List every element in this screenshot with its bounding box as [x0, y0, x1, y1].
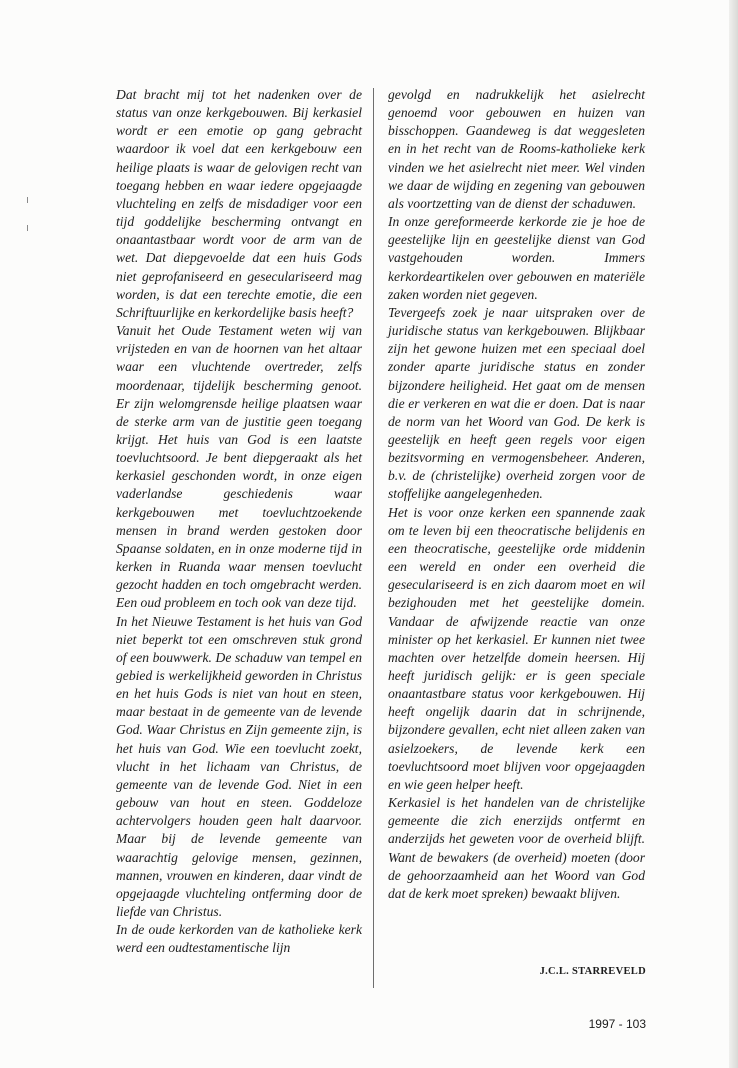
- paragraph: Het is voor onze kerken een spannende zaak om te leven bij een theocratische belijdenis en een theocratische, geestelijke orde middenin een wereld en onder een overheid die geseculariseerd is en zich daarom moet en wil bezighouden met het geestelijke domein. Vandaar de afwijzende reactie van onze minister op het kerkasiel. Er kunnen niet twee machten over hetzelfde domein heersen. Hij heeft juridisch gelijk: er is geen speciale onaantastbare status voor kerkgebouwen. Hij heeft ongelijk daarin dat in schrijnende, bijzondere gevallen, echt niet alleen zaken van asielzoekers, de levende kerk een toevluchtsoord moet blijven voor opgejaagden en wie geen helper heeft.: [388, 504, 645, 792]
- paragraph: gevolgd en nadrukkelijk het asielrecht genoemd voor gebouwen en huizen van bisschoppen. Gaandeweg is dat weggesleten en in het recht van de Rooms-katholieke kerk vinden we het asielrecht niet meer. Wel vinden we daar de wijding en zegening van gebouwen als voortzetting van de dienst der schaduwen.: [388, 87, 645, 211]
- margin-mark: [27, 225, 28, 231]
- left-column: [116, 86, 362, 958]
- margin-mark: [27, 197, 28, 203]
- paragraph: Tevergeefs zoek je naar uitspraken over de juridische status van kerkgebouwen. Blijkbaar zijn het gewone huizen met een speciaal doel zonder aparte juridische status en zonder bijzondere heiligheid. Het gaat om de mensen die er verkeren en wat die er doen. Dat is naar de norm van het Woord van God. De kerk is geestelijk en heeft geen regels voor eigen bezitsvorming en vermogensbeheer. Anderen, b.v. de (christelijke) overheid zorgen voor de stoffelijke aangelegenheden.: [388, 304, 645, 502]
- paragraph: Dat bracht mij tot het nadenken over de status van onze kerkgebouwen. Bij kerkasiel wordt er een emotie op gang gebracht waardoor ik voel dat een kerkgebouw een heilige plaats is waar de gelovigen recht van toegang hebben en waar iedere opgejaagde vluchteling en zelfs de misdadiger voor een tijd goddelijke bescherming ontvangt en onaantastbaar wordt voor de arm van de wet. Dat diepgevoelde dat een huis Gods niet geprofaniseerd en geseculariseerd mag worden, is dat een terechte emotie, die een Schriftuurlijke en kerkordelijke basis heeft?: [116, 87, 362, 320]
- paragraph: In de oude kerkorden van de katholieke kerk werd een oudtestamentische lijn: [116, 922, 362, 956]
- column-divider: [373, 88, 374, 988]
- paragraph: In onze gereformeerde kerkorde zie je hoe de geestelijke lijn en geestelijke dienst van God vastgehouden worden. Immers kerkordeartikelen over gebouwen en materiële zaken worden niet gegeven.: [388, 214, 645, 302]
- right-column: [388, 86, 645, 903]
- paragraph: In het Nieuwe Testament is het huis van God niet beperkt tot een omschreven stuk grond of een bouwwerk. De schaduw van tempel en gebied is werkelijkheid geworden in Christus en het huis Gods is niet van hout en steen, maar bestaat in de gemeente van de levende God. Waar Christus en Zijn gemeente zijn, is het huis van God. Wie een toevlucht zoekt, vlucht in het lichaam van Christus, de gemeente van de levende God. Niet in een gebouw van hout en steen. Goddeloze achtervolgers houden geen halt daarvoor. Maar bij de levende gemeente van waarachtig gelovige mensen, gezinnen, mannen, vrouwen en kinderen, daar vindt de opgejaagde vluchteling ontferming door de liefde van Christus.: [116, 613, 362, 920]
- page-edge-shadow: [729, 0, 738, 1068]
- author-signature: J.C.L. STARREVELD: [539, 966, 646, 977]
- page-number: 1997 - 103: [588, 1017, 646, 1031]
- paragraph: Vanuit het Oude Testament weten wij van vrijsteden en van de hoornen van het altaar waar een vluchtende overtreder, zelfs moordenaar, tijdelijk bescherming genoot. Er zijn welomgrensde heilige plaatsen waar de sterke arm van de justitie geen toegang krijgt. Het huis van God is een laatste toevluchtsoord. Je bent diepgeraakt als het kerkasiel geschonden wordt, in onze eigen vaderlandse geschiedenis waar kerkgebouwen met toevluchtzoekende mensen in brand werden gestoken door Spaanse soldaten, en in onze moderne tijd in kerken in Ruanda waar mensen toevlucht gezocht hadden en toch omgebracht werden. Een oud probleem en toch ook van deze tijd.: [116, 323, 362, 611]
- paragraph: Kerkasiel is het handelen van de christelijke gemeente die zich enerzijds ontfermt en anderzijds het geweten voor de overheid blijft. Want de bewakers (de overheid) moeten (door de gehoorzaamheid aan het Woord van God dat de kerk moet spreken) bewaakt blijven.: [388, 795, 645, 901]
